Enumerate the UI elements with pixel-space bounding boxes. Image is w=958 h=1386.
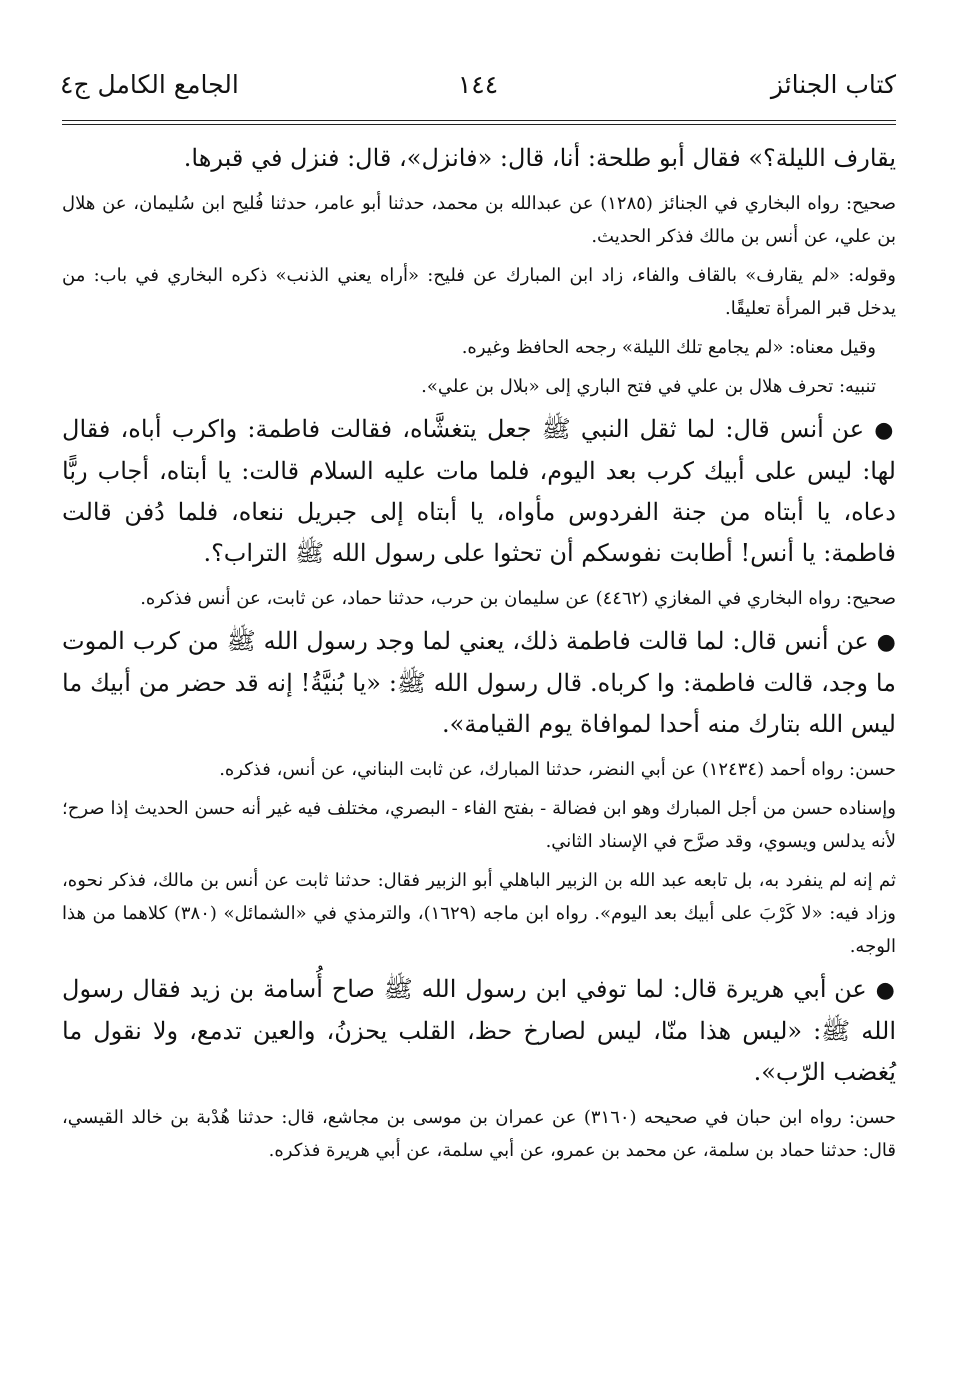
book-title: الجامع الكامل ج٤ xyxy=(60,70,239,99)
paragraph-text: صحيح: رواه البخاري في الجنائز (١٢٨٥) عن عبدالله بن محمد، حدثنا أبو عامر، حدثنا فُليح ابن سُليمان، عن هلال بن علي، عن أنس بن مالك فذكر الحديث. xyxy=(62,193,896,247)
paragraph-text: عن أنس قال: لما ثقل النبي ﷺ جعل يتغشَّاه، فقالت فاطمة: واكرب أباه، فقال لها: ليس على أبيك كرب بعد اليوم، فلما مات عليه السلام قالت: يا أبتاه، أجاب ربًّا دعاه، يا أبتاه من جنة الفردوس مأواه، يا أبتاه إلى جبريل ننعاه، فلما دُفن قالت فاطمة: يا أنس! أطابت نفوسكم أن تحثوا على رسول الله ﷺ التراب؟. xyxy=(62,415,896,567)
footnote xyxy=(62,331,896,364)
page-body xyxy=(62,138,896,1173)
footnote xyxy=(62,582,896,615)
hadith-paragraph xyxy=(62,409,896,574)
header-rule-top xyxy=(62,120,896,121)
paragraph-text: عن أنس قال: لما قالت فاطمة ذلك، يعني لما وجد رسول الله ﷺ من كرب الموت ما وجد، قالت فاطمة: وا كرباه. قال رسول الله ﷺ: «يا بُنيَّةُ! إنه قد حضر من أبيك ما ليس الله بتارك منه أحدا لموافاة يوم القيامة». xyxy=(62,627,896,738)
paragraph-text: صحيح: رواه البخاري في المغازي (٤٤٦٢) عن سليمان بن حرب، حدثنا حماد، عن ثابت، عن أنس فذكره. xyxy=(140,588,896,609)
footnote xyxy=(62,187,896,253)
paragraph-text: وإسناده حسن من أجل المبارك وهو ابن فضالة - بفتح الفاء - البصري، مختلف فيه غير أنه حسن الحديث إذا صرح؛ لأنه يدلس ويسوي، وقد صرَّح في الإسناد الثاني. xyxy=(62,798,896,852)
paragraph-text: تنبيه: تحرف هلال بن علي في فتح الباري إلى «بلال بن علي». xyxy=(421,376,876,397)
footnote xyxy=(62,864,896,963)
header-rule-bottom xyxy=(62,124,896,125)
paragraph-text: وقيل معناه: «لم يجامع تلك الليلة» رجحه الحافظ وغيره. xyxy=(461,337,876,358)
footnote xyxy=(62,792,896,858)
footnote xyxy=(62,753,896,786)
footnote xyxy=(62,370,896,403)
bullet-icon: ● xyxy=(876,630,896,655)
bullet-icon: ● xyxy=(874,418,896,443)
bullet-icon: ● xyxy=(875,978,896,1003)
footnote xyxy=(62,1101,896,1167)
paragraph-text: يقارف الليلة؟» فقال أبو طلحة: أنا، قال: «فانزل»، قال: فنزل في قبرها. xyxy=(183,144,896,172)
paragraph-text: وقوله: «لم يقارف» بالقاف والفاء، زاد ابن المبارك عن فليح: «أراه يعني الذنب» ذكره البخاري في باب: من يدخل قبر المرأة تعليقًا. xyxy=(62,265,896,319)
hadith-paragraph xyxy=(62,969,896,1093)
paragraph-text: ثم إنه لم ينفرد به، بل تابعه عبد الله بن الزبير الباهلي أبو الزبير فقال: حدثنا ثابت عن أنس بن مالك، فذكر نحوه، وزاد فيه: «لا كَرْبَ على أبيك بعد اليوم». رواه ابن ماجه (١٦٢٩)، والترمذي في «الشمائل» (٣٨٠) كلاهما من هذا الوجه. xyxy=(62,870,896,957)
paragraph-text: عن أبي هريرة قال: لما توفي ابن رسول الله ﷺ صاح أُسامة بن زيد فقال رسول الله ﷺ: «ليس هذا منّا، ليس لصارخ حظ، القلب يحزنُ، والعين تدمع، ولا نقول ما يُغضب الرّب». xyxy=(62,975,896,1086)
page-number: ١٤٤ xyxy=(457,70,499,99)
hadith-continuation xyxy=(62,138,896,179)
page-header xyxy=(60,70,896,120)
footnote xyxy=(62,259,896,325)
chapter-title: كتاب الجنائز xyxy=(770,70,896,99)
hadith-paragraph xyxy=(62,621,896,745)
paragraph-text: حسن: رواه أحمد (١٢٤٣٤) عن أبي النضر، حدثنا المبارك، عن ثابت البناني، عن أنس، فذكره. xyxy=(219,759,896,780)
paragraph-text: حسن: رواه ابن حبان في صحيحه (٣١٦٠) عن عمران بن موسى بن مجاشع، قال: حدثنا هُدْبة بن خالد القيسي، قال: حدثنا حماد بن سلمة، عن محمد بن عمرو، عن أبي سلمة، عن أبي هريرة فذكره. xyxy=(62,1107,896,1161)
